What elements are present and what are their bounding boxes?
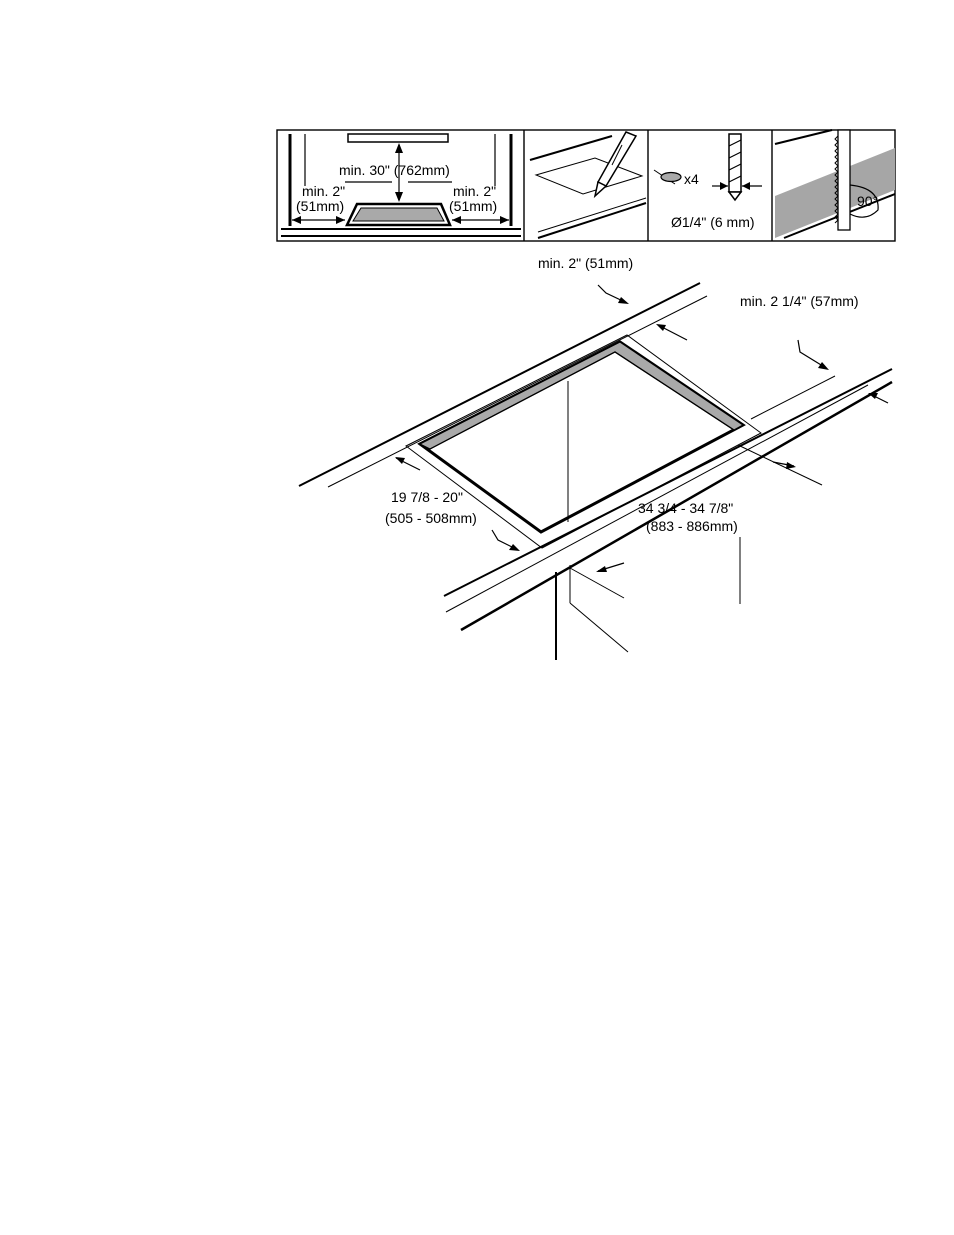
screw-head-icon xyxy=(661,173,681,182)
panel-marking xyxy=(530,132,646,238)
clearance-left-mm-label: (51mm) xyxy=(296,198,345,214)
drill-count-label: x4 xyxy=(684,171,699,187)
panel-drill xyxy=(654,134,762,200)
width-dimension-label: 34 3/4 - 34 7/8" xyxy=(638,500,734,516)
clearance-top-label: min. 30" (762mm) xyxy=(339,162,450,178)
main-isometric-drawing xyxy=(299,283,892,660)
clearance-right-label: min. 2" xyxy=(453,183,497,199)
back-clearance-label: min. 2" (51mm) xyxy=(538,255,634,271)
front-clearance-label: min. 2 1/4" (57mm) xyxy=(740,293,859,309)
depth-dimension-label: 19 7/8 - 20" xyxy=(391,489,463,505)
pencil-icon xyxy=(595,132,636,196)
depth-dimension-mm-label: (505 - 508mm) xyxy=(385,510,477,526)
saw-angle-label: 90° xyxy=(857,193,879,209)
drill-size-label: Ø1/4" (6 mm) xyxy=(671,214,755,230)
panel-saw xyxy=(775,130,895,238)
width-dimension-mm-label: (883 - 886mm) xyxy=(646,518,738,534)
drill-bit-icon xyxy=(729,134,741,200)
clearance-right-mm-label: (51mm) xyxy=(449,198,498,214)
clearance-left-label: min. 2" xyxy=(302,183,346,199)
